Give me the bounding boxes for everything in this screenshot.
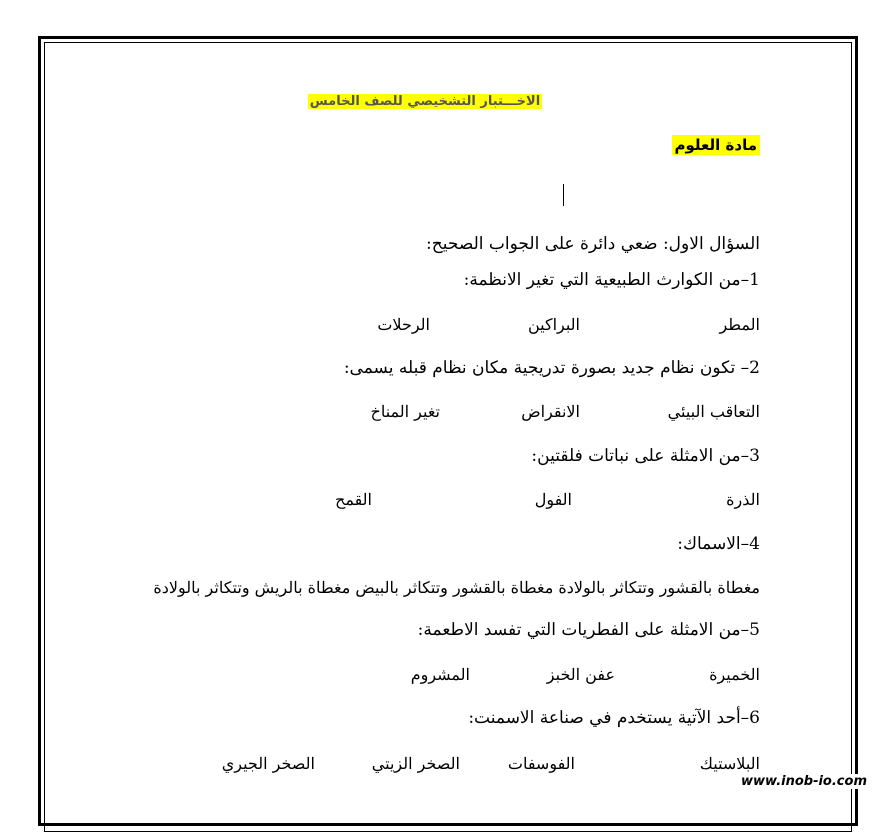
option[interactable]: الفوسفات [507,754,575,773]
option[interactable]: المطر [719,315,760,334]
option[interactable]: المشروم [410,665,470,684]
subject-heading: مادة العلوم [672,136,760,154]
question-1: 1–من الكوارث الطبيعية التي تغير الانظمة: [463,270,760,290]
text-cursor [563,184,564,206]
option[interactable]: التعاقب البيئي [667,402,760,421]
document-body[interactable] [90,0,760,800]
option[interactable]: الانقراض [521,402,580,421]
option[interactable]: الفول [534,490,572,509]
option[interactable]: البلاستيك [699,754,760,773]
option[interactable]: عفن الخبز [546,665,615,684]
question-2: 2– تكون نظام جديد بصورة تدريجية مكان نظام قبله يسمى: [343,358,760,378]
options-2 [90,402,760,426]
question-4: 4–الاسماك: [677,534,760,554]
options-6 [90,754,760,778]
options-5 [90,665,760,689]
option[interactable]: تغير المناخ [370,402,440,421]
question-6: 6–أحد الآتية يستخدم في صناعة الاسمنت: [468,708,760,728]
options-line[interactable]: مغطاة بالقشور وتتكاثر بالولادة مغطاة بالقشور وتتكاثر بالبيض مغطاة بالريش وتتكاثر بالولادة [153,578,760,597]
option[interactable]: الصخر الزيتي [371,754,460,773]
watermark: www.inob-io.com [737,774,871,789]
option[interactable]: الصخر الجيري [221,754,315,773]
option[interactable]: الخميرة [709,665,760,684]
document-title: الاخـــتبار التشخيصي للصف الخامس [309,94,541,109]
option[interactable]: الذرة [726,490,760,509]
options-3 [90,490,760,514]
question-heading: السؤال الاول: ضعي دائرة على الجواب الصحيح: [426,234,760,254]
question-5: 5–من الامثلة على الفطريات التي تفسد الاطعمة: [417,620,760,640]
question-3: 3–من الامثلة على نباتات فلقتين: [531,446,760,466]
option[interactable]: البراكين [527,315,580,334]
option[interactable]: الرحلات [377,315,430,334]
options-4[interactable] [153,578,760,597]
options-1 [90,315,760,339]
option[interactable]: القمح [335,490,372,509]
